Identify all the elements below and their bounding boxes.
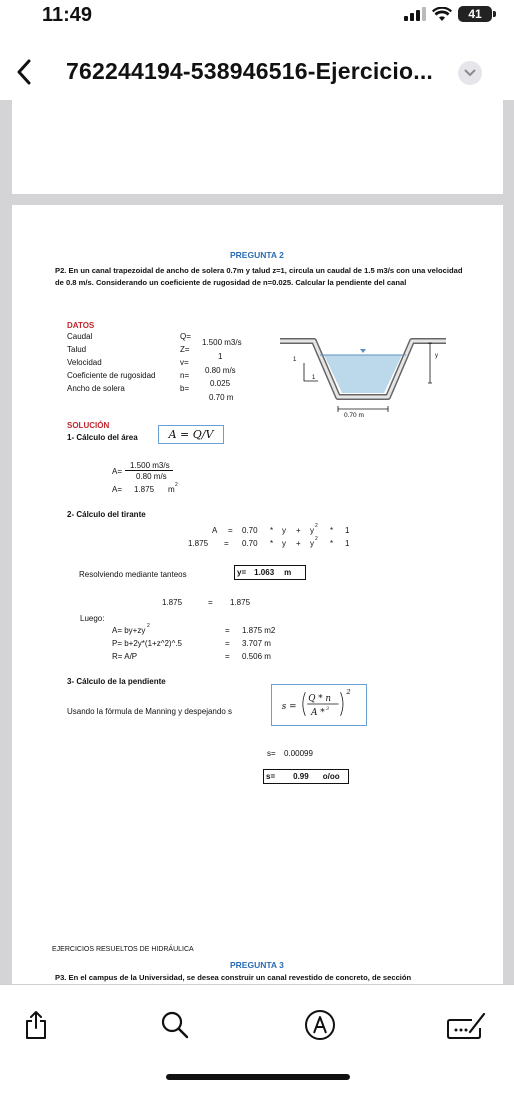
datos-heading: DATOS: [67, 321, 95, 330]
cellular-signal-icon: [404, 7, 426, 21]
chevron-down-icon: [464, 69, 476, 77]
luego-radius-rhs: 0.506 m: [242, 652, 271, 661]
wifi-icon: [432, 7, 452, 22]
datos-value-q: 1.500 m3/s: [202, 338, 242, 347]
eq1-a: A: [212, 526, 218, 535]
search-button[interactable]: [155, 1005, 195, 1045]
datos-name-caudal: Caudal: [67, 332, 93, 341]
eq1-equals: =: [228, 526, 233, 535]
tanteo-label: Resolviendo mediante tanteos: [79, 570, 187, 579]
step1-title: 1- Cálculo del área: [67, 433, 138, 442]
datos-value-n: 0.025: [210, 379, 231, 388]
eq1-y: y: [282, 526, 286, 535]
area-denominator: 0.80 m/s: [136, 472, 167, 481]
manning-denominator: A *: [311, 707, 325, 718]
pdf-page-1: [12, 100, 503, 194]
question-heading: PREGUNTA 2: [230, 250, 284, 260]
eq2-a: 1.875: [188, 539, 209, 548]
markup-pen-icon: [304, 1009, 336, 1041]
datos-name-rugosidad: Coeficiente de rugosidad: [67, 371, 156, 380]
area-result-value: 1.875: [134, 485, 155, 494]
eq2-b: 0.70: [242, 539, 258, 548]
pdf-page-2: [12, 205, 503, 984]
area-formula-box: A = Q/V: [158, 425, 224, 444]
share-icon: [24, 1010, 48, 1040]
manning-numerator: Q * n: [308, 694, 332, 705]
eq1-times2: *: [330, 526, 334, 535]
eq1-b: 0.70: [242, 526, 258, 535]
slope-line-value: 0.00099: [284, 749, 313, 758]
problem3-statement: P3. En el campus de la Universidad, se desea construir un canal revestido de concreto, de sección: [55, 973, 412, 982]
eq2-times2: *: [330, 539, 334, 548]
datos-sym-z: Z=: [180, 345, 190, 354]
slope-result-box: [263, 769, 349, 784]
check-equals: =: [208, 598, 213, 607]
datos-value-v: 0.80 m/s: [205, 366, 236, 375]
home-indicator[interactable]: [166, 1074, 350, 1080]
back-button[interactable]: [8, 54, 40, 90]
step3-title: 3- Cálculo de la pendiente: [67, 677, 166, 686]
datos-value-b: 0.70 m: [209, 393, 234, 402]
area-numerator: 1.500 m3/s: [130, 461, 170, 470]
slope-result-unit: o/oo: [322, 772, 340, 781]
datos-name-talud: Talud: [67, 345, 87, 354]
page3-header: EJERCICIOS RESUELTOS DE HIDRÁULICA: [52, 946, 194, 953]
manning-exponent: 2: [346, 688, 351, 697]
eq2-equals: =: [224, 539, 229, 548]
signature-icon: [446, 1010, 486, 1040]
solucion-heading: SOLUCIÓN: [67, 421, 110, 430]
slope-line-label: s=: [267, 749, 276, 758]
diagram-base-label: 0.70 m: [344, 412, 364, 419]
diagram-depth-label: y: [435, 353, 438, 359]
manning-formula-box: [271, 684, 367, 726]
pdf-viewer[interactable]: [0, 100, 514, 984]
luego-radius-equals: =: [225, 652, 230, 661]
eq2-z: 1: [345, 539, 350, 548]
luego-area-equals: =: [225, 626, 230, 635]
datos-sym-q: Q=: [180, 332, 191, 341]
check-lhs: 1.875: [162, 598, 183, 607]
area-result-exponent: 2: [175, 482, 178, 488]
manning-text: Usando la fórmula de Manning y despejando s: [67, 707, 232, 716]
eq2-y2-exponent: 2: [315, 536, 318, 542]
markup-button[interactable]: [300, 1005, 340, 1045]
eq2-plus: +: [296, 539, 301, 548]
svg-text:3: 3: [325, 705, 329, 712]
depth-result-value: 1.063: [254, 568, 275, 577]
battery-icon: 41: [458, 6, 492, 22]
eq1-y2-exponent: 2: [315, 523, 318, 529]
diagram-slope-label: 1: [293, 357, 297, 363]
status-time: 11:49: [42, 4, 93, 26]
eq1-z: 1: [345, 526, 350, 535]
datos-sym-n: n=: [180, 371, 190, 380]
luego-perimeter-lhs: P= b+2y*(1+z^2)^.5: [112, 639, 182, 648]
eq2-y2: y: [310, 539, 314, 548]
manning-lhs: s =: [281, 701, 297, 712]
diagram-slope-label-2: 1: [312, 375, 316, 381]
problem-statement: P2. En un canal trapezoidal de ancho de solera 0.7m y talud z=1, circula un caudal de 1.5 m3/s con una velocidad de 0.8 m/s. Considerando un coeficiente de rugosidad de n=0.025. Calcular la pendiente del canal: [55, 266, 463, 287]
chevron-left-icon: [16, 59, 32, 85]
datos-value-z: 1: [218, 352, 223, 361]
slope-result-value: 0.99: [293, 772, 309, 781]
area-fraction-bar: [125, 470, 173, 471]
share-button[interactable]: [16, 1005, 56, 1045]
luego-label: Luego:: [80, 614, 105, 623]
luego-area-lhs: A= by+zy: [112, 626, 146, 635]
area-prefix: A=: [112, 467, 123, 476]
eq1-y2: y: [310, 526, 314, 535]
datos-sym-b: b=: [180, 384, 190, 393]
eq1-times: *: [270, 526, 274, 535]
slope-result-label: s=: [266, 772, 276, 781]
luego-perimeter-rhs: 3.707 m: [242, 639, 271, 648]
eq2-times: *: [270, 539, 274, 548]
pdf-page-3: [12, 912, 503, 984]
datos-sym-v: v=: [180, 358, 189, 367]
luego-perimeter-equals: =: [225, 639, 230, 648]
depth-result-label: y=: [237, 568, 247, 577]
datos-name-ancho: Ancho de solera: [67, 384, 125, 393]
luego-radius-lhs: R= A/P: [112, 652, 138, 661]
luego-area-exponent: 2: [147, 623, 150, 629]
area-result-prefix: A=: [112, 485, 123, 494]
title-menu-button[interactable]: [458, 61, 482, 85]
datos-name-velocidad: Velocidad: [67, 358, 102, 367]
luego-area-rhs: 1.875 m2: [242, 626, 276, 635]
document-title: 762244194-538946516-Ejercicio...: [66, 58, 434, 84]
status-bar: [0, 0, 514, 38]
search-icon: [160, 1010, 190, 1040]
check-rhs: 1.875: [230, 598, 251, 607]
signature-button[interactable]: [446, 1005, 486, 1045]
status-icons: [404, 6, 492, 22]
depth-result-unit: m: [284, 568, 292, 577]
area-result-unit: m: [168, 485, 175, 494]
depth-result-box: [234, 565, 306, 580]
eq1-plus: +: [296, 526, 301, 535]
eq2-y: y: [282, 539, 286, 548]
manning-formula: [272, 684, 366, 726]
question3-heading: PREGUNTA 3: [230, 960, 284, 970]
nav-bar: [0, 48, 514, 98]
step2-title: 2- Cálculo del tirante: [67, 510, 146, 519]
